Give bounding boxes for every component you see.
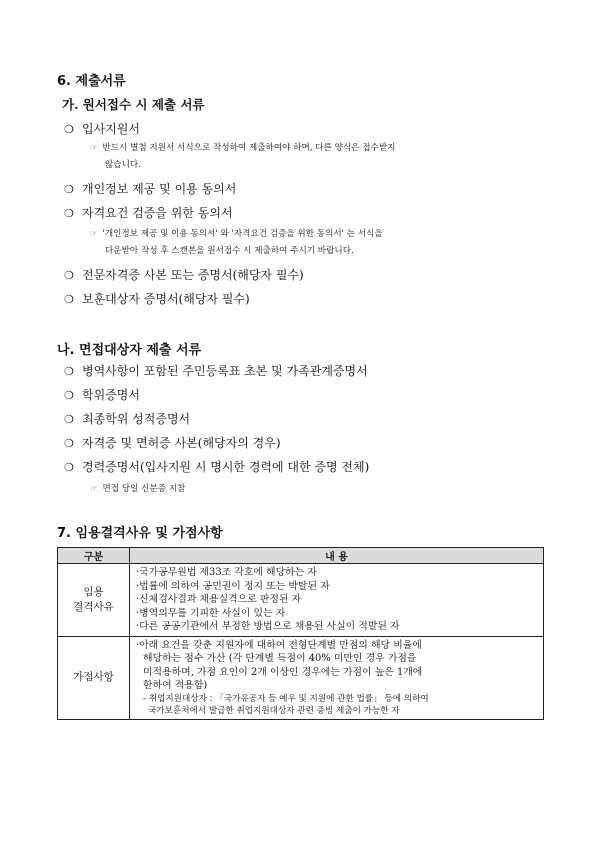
note: ☞ '개인정보 제공 및 이용 동의서' 와 '자격요건 검증을 위한 동의서' 는 서식을 [90,229,383,239]
circle-bullet-icon: ❍ [64,365,74,378]
table-header-row [58,548,544,564]
note: ☞ 반드시 별첨 지원서 서식으로 작성하여 제출하여야 하며, 다른 양식은 접수받지 [90,143,396,153]
table-subline: 국가보훈처에서 발급한 취업지원대상자 관련 증빙 제출이 가능한 자 [148,705,400,716]
table-line: ·아래 요건을 갖춘 지원자에 대하여 전형단계별 만점의 해당 비율에 [136,639,422,651]
circle-bullet-icon: ❍ [64,183,74,196]
list-item: ❍ 경력증명서(입사지원 시 명시한 경력에 대한 증명 전체) [64,460,370,474]
circle-bullet-icon: ❍ [64,207,74,220]
note-continuation: 않습니다. [105,160,141,170]
list-item: ❍ 개인정보 제공 및 이용 동의서 [64,182,237,196]
circle-bullet-icon: ❍ [64,437,74,450]
list-item: ❍ 보훈대상자 증명서(해당자 필수) [64,292,250,306]
table-line: ·신체검사결과 채용실격으로 판정된 자 [136,594,302,605]
table-line: 한하여 적용함) [143,680,208,691]
pointing-hand-icon: ☞ [90,484,98,494]
section-7-title: 7. 임용결격사유 및 가점사항 [57,526,223,541]
table-line: ·국가공무원법 제33조 각호에 해당하는 자 [136,567,317,578]
table-row [58,564,544,637]
disqualification-table [57,547,544,720]
table-row [58,636,544,719]
table-header-category: 구분 [58,548,130,564]
table-line: ·병역의무를 기피한 사실이 있는 자 [136,607,286,619]
row-content-bonus [130,636,544,719]
row-category-disqualification: 임용 결격사유 [58,564,130,637]
circle-bullet-icon: ❍ [64,413,74,426]
list-item: ❍ 자격증 및 면허증 사본(해당자의 경우) [64,436,281,450]
pointing-hand-icon: ☞ [90,229,98,239]
pointing-hand-icon: ☞ [90,143,98,153]
note-continuation: 다운받아 작성 후 스캔본을 원서접수 시 제출하여 주시기 바랍니다. [105,246,354,256]
list-item: ❍ 입사지원서 [64,122,140,136]
circle-bullet-icon: ❍ [64,123,74,136]
subsection-na-title: 나. 면접대상자 제출 서류 [57,343,202,358]
circle-bullet-icon: ❍ [64,269,74,282]
table-header-content: 내 용 [130,548,544,564]
row-content-disqualification [130,564,544,637]
table-line: ·다른 공공기관에서 부정한 방법으로 채용된 사실이 적발된 자 [136,621,400,632]
list-item: ❍ 최종학위 성적증명서 [64,412,191,426]
list-item: ❍ 학위증명서 [64,388,140,402]
circle-bullet-icon: ❍ [64,293,74,306]
list-item: ❍ 자격요건 검증을 위한 동의서 [64,206,233,220]
table-subline: - 취업지원대상자 : 「국가유공자 등 예우 및 지원에 관한 법률」 등에 의하여 [143,693,429,704]
list-item: ❍ 전문자격증 사본 또는 증명서(해당자 필수) [64,268,304,282]
note: ☞ 면접 당일 신분증 지참 [90,484,186,494]
section-6-title: 6. 제출서류 [57,74,126,89]
list-item: ❍ 병역사항이 포함된 주민등록표 초본 및 가족관계증명서 [64,364,368,378]
row-category-bonus: 가점사항 [58,636,130,719]
table-line: 해당하는 점수 가산 (각 단계별 득점이 40% 미만인 경우 가점을 [143,653,417,664]
circle-bullet-icon: ❍ [64,461,74,474]
table-line: ·법률에 의하여 공민권이 정지 또는 박탈된 자 [136,580,330,592]
subsection-ga-title: 가. 원서접수 시 제출 서류 [62,97,205,112]
circle-bullet-icon: ❍ [64,389,74,402]
table-line: 미적용하며, 가점 요인이 2개 이상인 경우에는 가점이 높은 1개에 [143,666,423,678]
